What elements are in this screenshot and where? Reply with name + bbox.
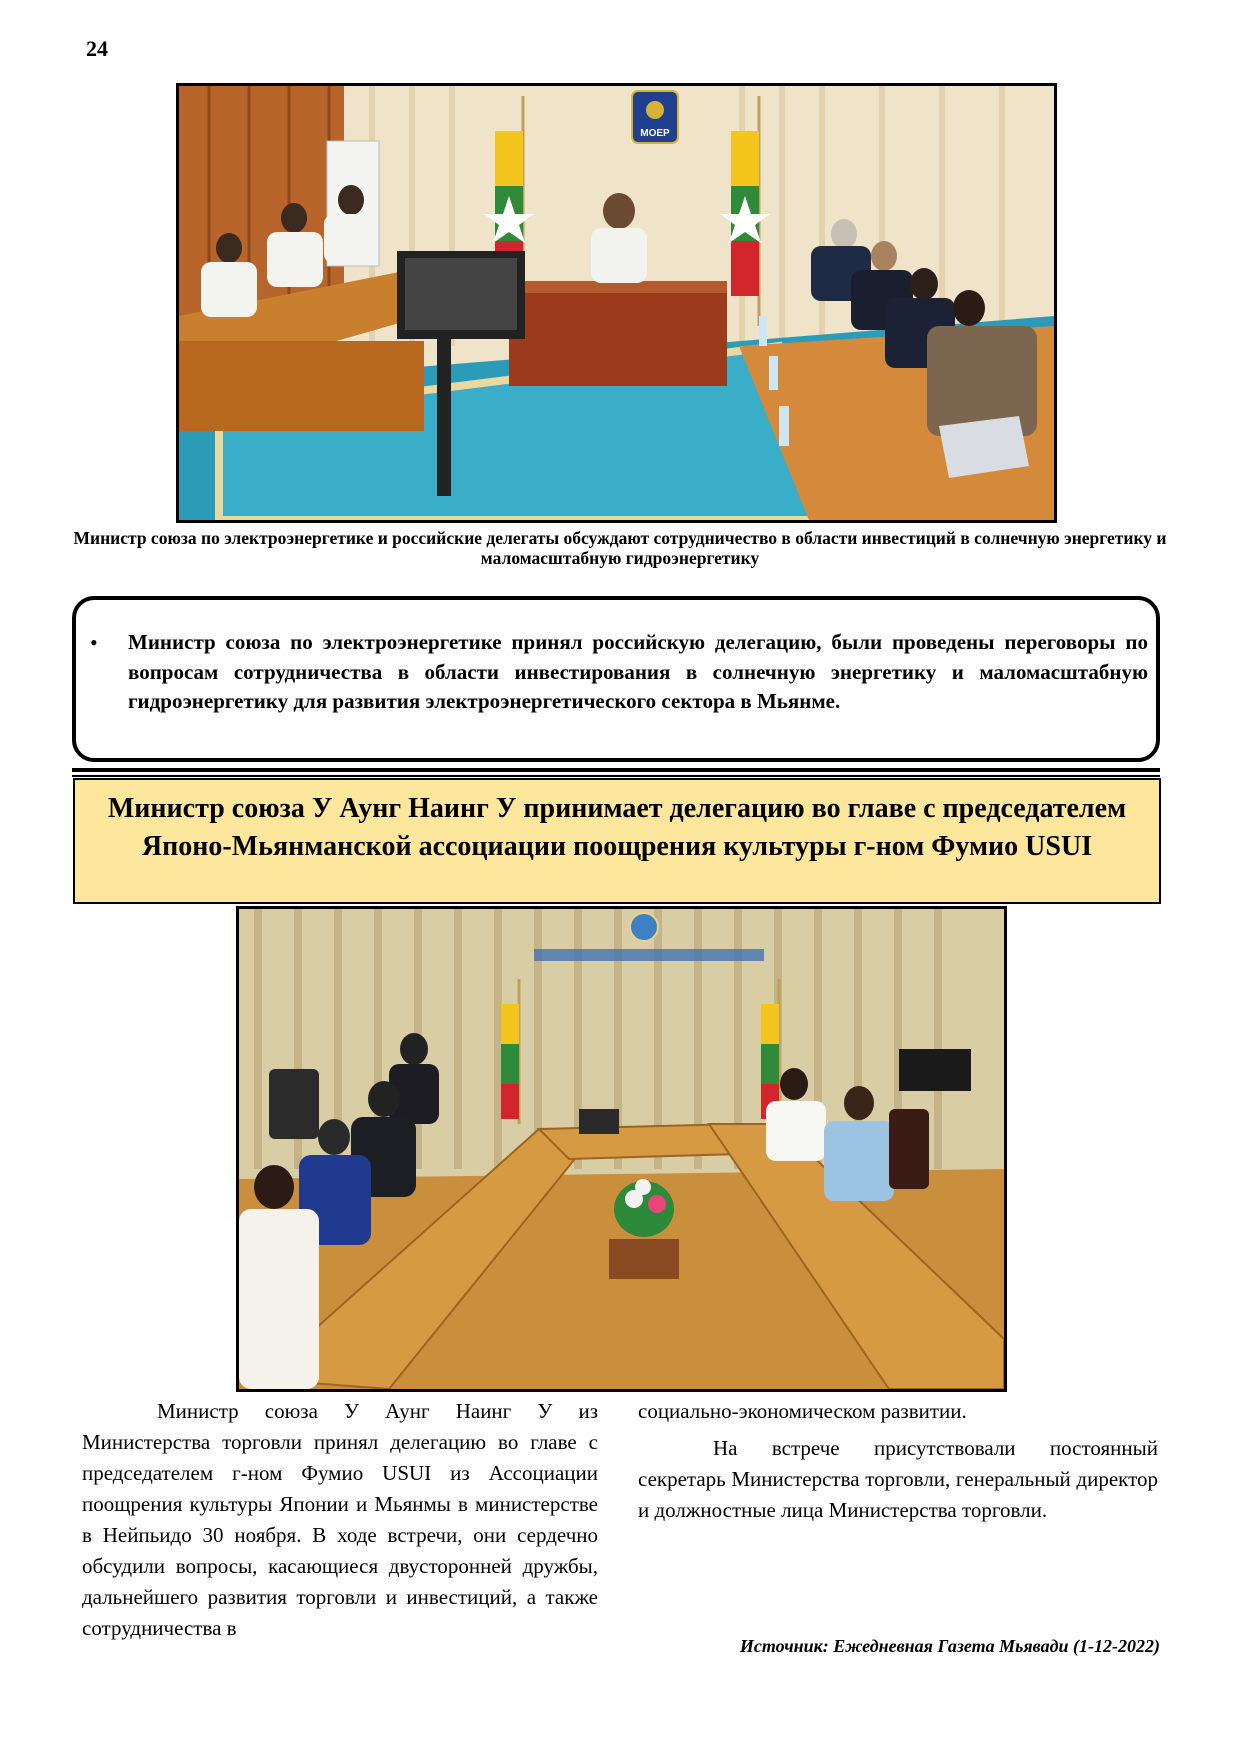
source-citation: Источник: Ежедневная Газета Мьявади (1-12-2022) — [739, 1636, 1160, 1656]
article-paragraph-continued: социально-экономическом развитии. — [638, 1399, 967, 1423]
meeting-photo-energy — [176, 83, 1057, 523]
article-column-left — [82, 1396, 598, 1644]
summary-box — [72, 596, 1160, 762]
article-paragraph: На встрече присутствовали постоянный секретарь Министерства торговли, генеральный директор и должностные лица Министерства торговли. — [638, 1436, 1158, 1522]
bullet-icon: • — [90, 630, 98, 655]
article-headline: Министр союза У Аунг Наинг У принимает делегацию во главе с председателем Японо-Мьянманской ассоциации поощрения культуры г-ном Фумио USUI — [107, 793, 1127, 862]
svg-text:MOEP: MOEP — [640, 128, 670, 139]
headline-box — [73, 778, 1161, 904]
photo-caption-energy: Министр союза по электроэнергетике и российские делегаты обсуждают сотрудничество в области инвестиций в солнечную энергетику и маломасштабную гидроэнергетику — [73, 528, 1167, 568]
article-paragraph: Министр союза У Аунг Наинг У из Министерства торговли принял делегацию во главе с председателем г-ном Фумио USUI из Ассоциации поощрения культуры Японии и Мьянмы в министерстве в Нейпьидо 30 ноября. В ходе встречи, они сердечно обсудили вопросы, касающиеся двусторонней дружбы, дальнейшего развития торговли и инвестиций, а также сотрудничества в — [82, 1399, 598, 1640]
divider-thin — [72, 775, 1160, 777]
page-number: 24 — [86, 36, 108, 61]
article-column-right — [638, 1396, 1158, 1526]
divider — [72, 768, 1160, 772]
meeting-photo-trade — [236, 906, 1007, 1392]
summary-text: Министр союза по электроэнергетике принял российскую делегацию, были проведены переговоры по вопросам сотрудничества в области инвестирования в солнечную энергетику и маломасштабную гидроэнергетику для развития электроэнергетического сектора в Мьянме. — [128, 630, 1148, 713]
ministry-emblem — [630, 913, 658, 941]
